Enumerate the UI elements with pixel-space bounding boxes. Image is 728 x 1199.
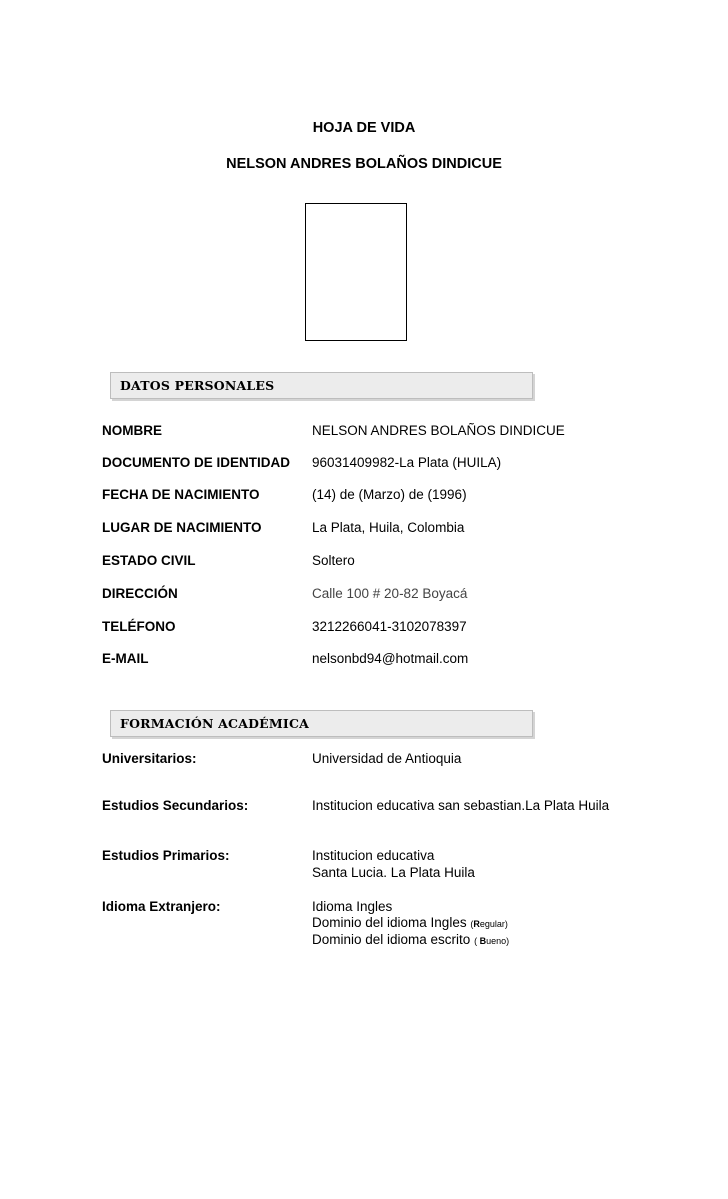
label-secundarios: Estudios Secundarios: (102, 798, 249, 813)
label-documento: DOCUMENTO DE IDENTIDAD (102, 455, 291, 470)
label-primarios: Estudios Primarios: (102, 848, 230, 863)
label-idioma: Idioma Extranjero: (102, 899, 221, 914)
value-direccion: Calle 100 # 20-82 Boyacá (312, 586, 468, 601)
photo-placeholder (305, 203, 407, 341)
value-telefono: 3212266041-3102078397 (312, 619, 467, 634)
idioma-oral-text: Dominio del idioma Ingles (312, 915, 467, 930)
person-name-heading: NELSON ANDRES BOLAÑOS DINDICUE (226, 156, 502, 172)
value-email: nelsonbd94@hotmail.com (312, 651, 469, 666)
value-idioma-line3 (312, 932, 509, 947)
label-fecha-nacimiento: FECHA DE NACIMIENTO (102, 487, 260, 502)
label-direccion: DIRECCIÓN (102, 586, 178, 601)
value-idioma-line2 (312, 915, 508, 930)
value-primarios-line1: Institucion educativa (312, 848, 435, 863)
section-title-personal: DATOS PERSONALES (120, 378, 275, 393)
value-primarios-line2: Santa Lucia. La Plata Huila (312, 865, 475, 880)
section-header-academic (110, 710, 533, 737)
value-universitarios: Universidad de Antioquia (312, 751, 462, 766)
value-fecha-nacimiento: (14) de (Marzo) de (1996) (312, 487, 467, 502)
label-email: E-MAIL (102, 651, 149, 666)
value-idioma-line1: Idioma Ingles (312, 899, 393, 914)
section-title-academic: FORMACIÓN ACADÉMICA (120, 716, 309, 731)
value-lugar-nacimiento: La Plata, Huila, Colombia (312, 520, 465, 535)
section-header-personal (110, 372, 533, 399)
label-estado-civil: ESTADO CIVIL (102, 553, 196, 568)
value-nombre: NELSON ANDRES BOLAÑOS DINDICUE (312, 423, 565, 438)
idioma-escrito-level: ( Bueno) (474, 936, 510, 946)
label-lugar-nacimiento: LUGAR DE NACIMIENTO (102, 520, 262, 535)
label-telefono: TELÉFONO (102, 619, 176, 634)
idioma-oral-level: (Regular) (470, 919, 508, 929)
label-universitarios: Universitarios: (102, 751, 197, 766)
idioma-escrito-text: Dominio del idioma escrito (312, 932, 471, 947)
value-estado-civil: Soltero (312, 553, 355, 568)
label-nombre: NOMBRE (102, 423, 162, 438)
value-documento: 96031409982-La Plata (HUILA) (312, 455, 502, 470)
document-title: HOJA DE VIDA (312, 120, 416, 136)
value-secundarios: Institucion educativa san sebastian.La Plata Huila (312, 798, 610, 813)
